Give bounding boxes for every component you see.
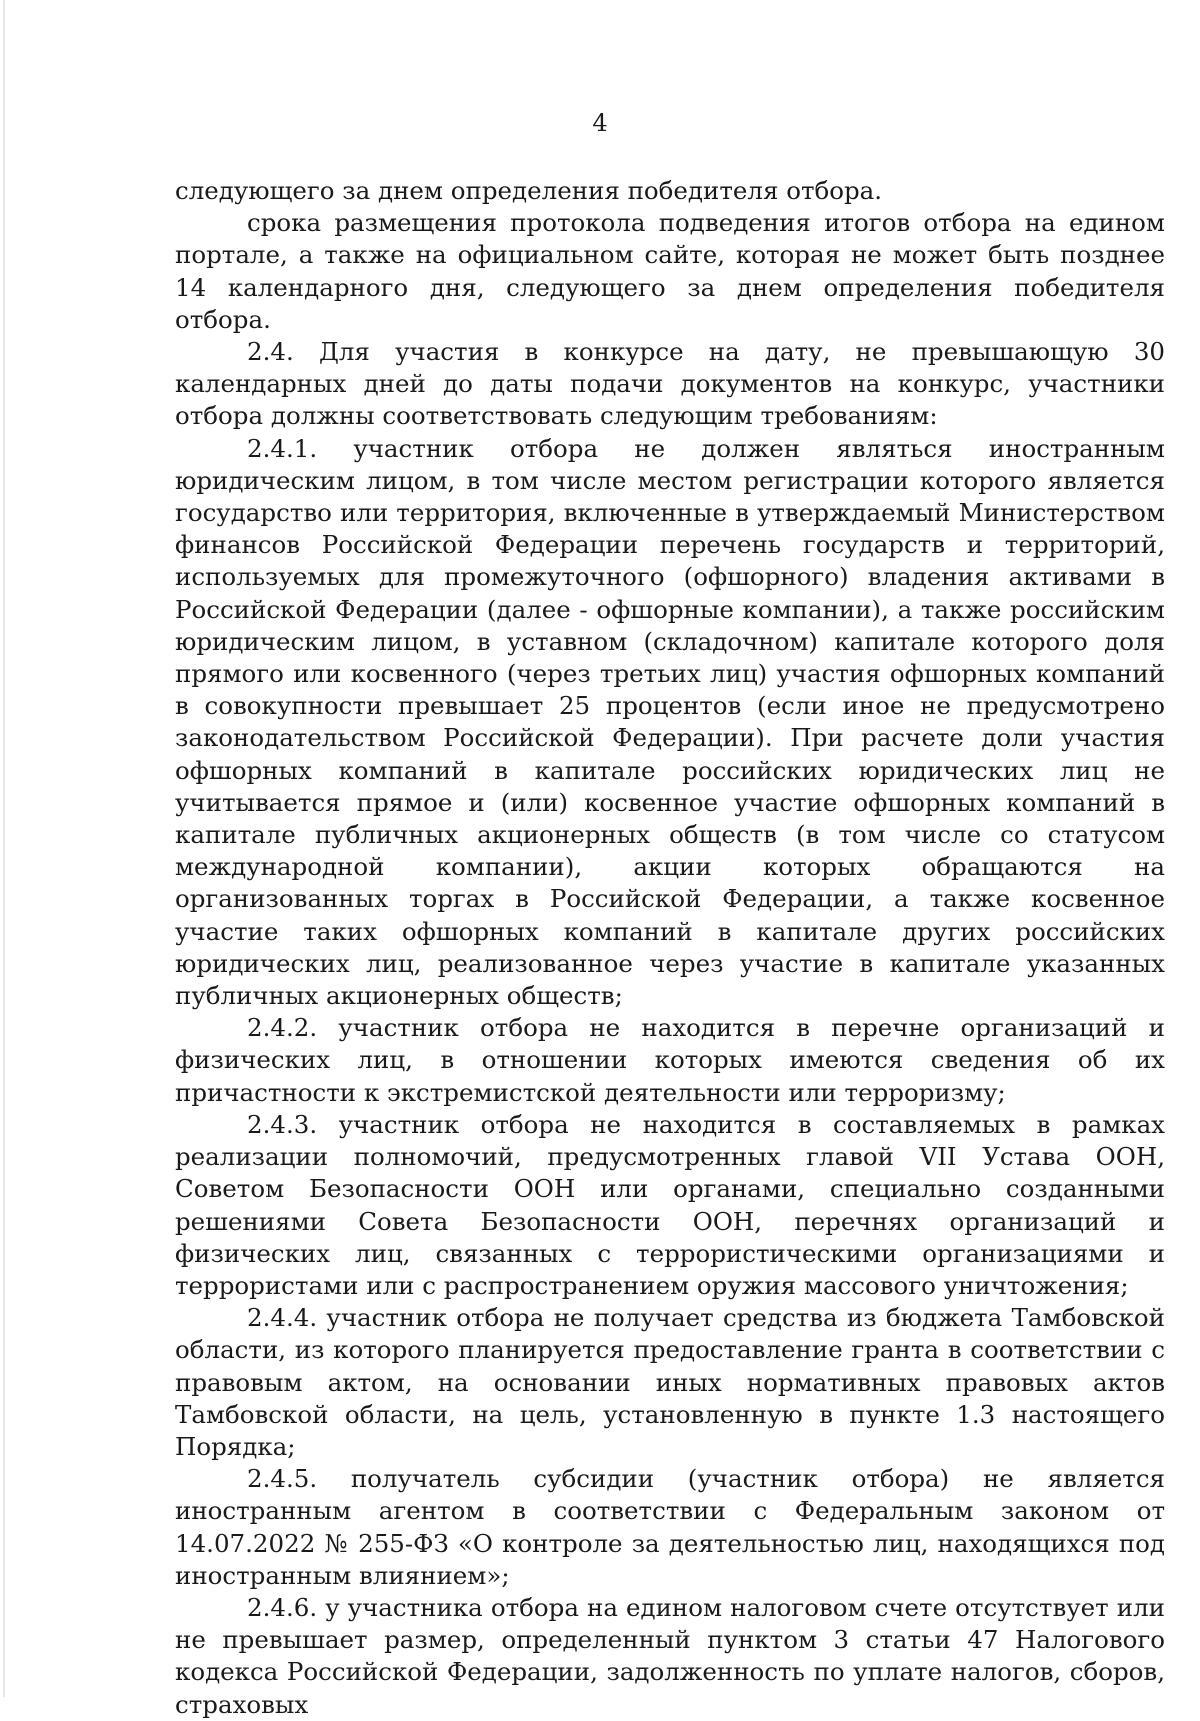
page-number: 4 [592, 109, 608, 137]
paragraph-continuation: следующего за днем определения победителя отбора. [175, 176, 883, 205]
document-body [175, 175, 1165, 1721]
paragraph-2-4-4: 2.4.4. участник отбора не получает средства из бюджета Тамбовской области, из которого планируется предоставление гранта в соответствии с правовым актом, на основании иных нормативных правовых актов Тамбовской области, на цель, установленную в пункте 1.3 настоящего Порядка; [175, 1303, 1165, 1461]
scan-edge-line [3, 0, 5, 1697]
paragraph-2-4-2: 2.4.2. участник отбора не находится в перечне организаций и физических лиц, в отношении которых имеются сведения об их причастности к экстремистской деятельности или терроризму; [175, 1013, 1165, 1107]
paragraph-2-4-3: 2.4.3. участник отбора не находится в составляемых в рамках реализации полномочий, предусмотренных главой VII Устава ООН, Советом Безопасности ООН или органами, специально созданными решениями Совета Безопасности ООН, перечнях организаций и физических лиц, связанных с террористическими организациями и террористами или с распространением оружия массового уничтожения; [175, 1109, 1165, 1300]
paragraph-2-4-5: 2.4.5. получатель субсидии (участник отбора) не является иностранным агентом в соответствии с Федеральным законом от 14.07.2022 № 255-ФЗ «О контроле за деятельностью лиц, находящихся под иностранным влиянием»; [175, 1464, 1165, 1590]
paragraph-2-4: 2.4. Для участия в конкурсе на дату, не превышающую 30 календарных дней до даты подачи документов на конкурс, участники отбора должны соответствовать следующим требованиям: [175, 337, 1165, 431]
paragraph-2-4-1: 2.4.1. участник отбора не должен являться иностранным юридическим лицом, в том числе местом регистрации которого является государство или территория, включенные в утверждаемый Министерством финансов Российской Федерации перечень государств и территорий, используемых для промежуточного (офшорного) владения активами в Российской Федерации (далее - офшорные компании), а также российским юридическим лицом, в уставном (складочном) капитале которого доля прямого или косвенного (через третьих лиц) участия офшорных компаний в совокупности превышает 25 процентов (если иное не предусмотрено законодательством Российской Федерации). При расчете доли участия офшорных компаний в капитале российских юридических лиц не учитывается прямое и (или) косвенное участие офшорных компаний в капитале публичных акционерных обществ (в том числе со статусом международной компании), акции которых обращаются на организованных торгах в Российской Федерации, а также косвенное участие таких офшорных компаний в капитале других российских юридических лиц, реализованное через участие в капитале указанных публичных акционерных обществ; [175, 433, 1165, 1011]
paragraph-protocol-deadline: срока размещения протокола подведения итогов отбора на едином портале, а также на официальном сайте, которая не может быть позднее 14 календарного дня, следующего за днем определения победителя отбора. [175, 208, 1165, 334]
paragraph-2-4-6: 2.4.6. у участника отбора на едином налоговом счете отсутствует или не превышает размер, определенный пунктом 3 статьи 47 Налогового кодекса Российской Федерации, задолженность по уплате налогов, сборов, страховых [175, 1592, 1165, 1719]
